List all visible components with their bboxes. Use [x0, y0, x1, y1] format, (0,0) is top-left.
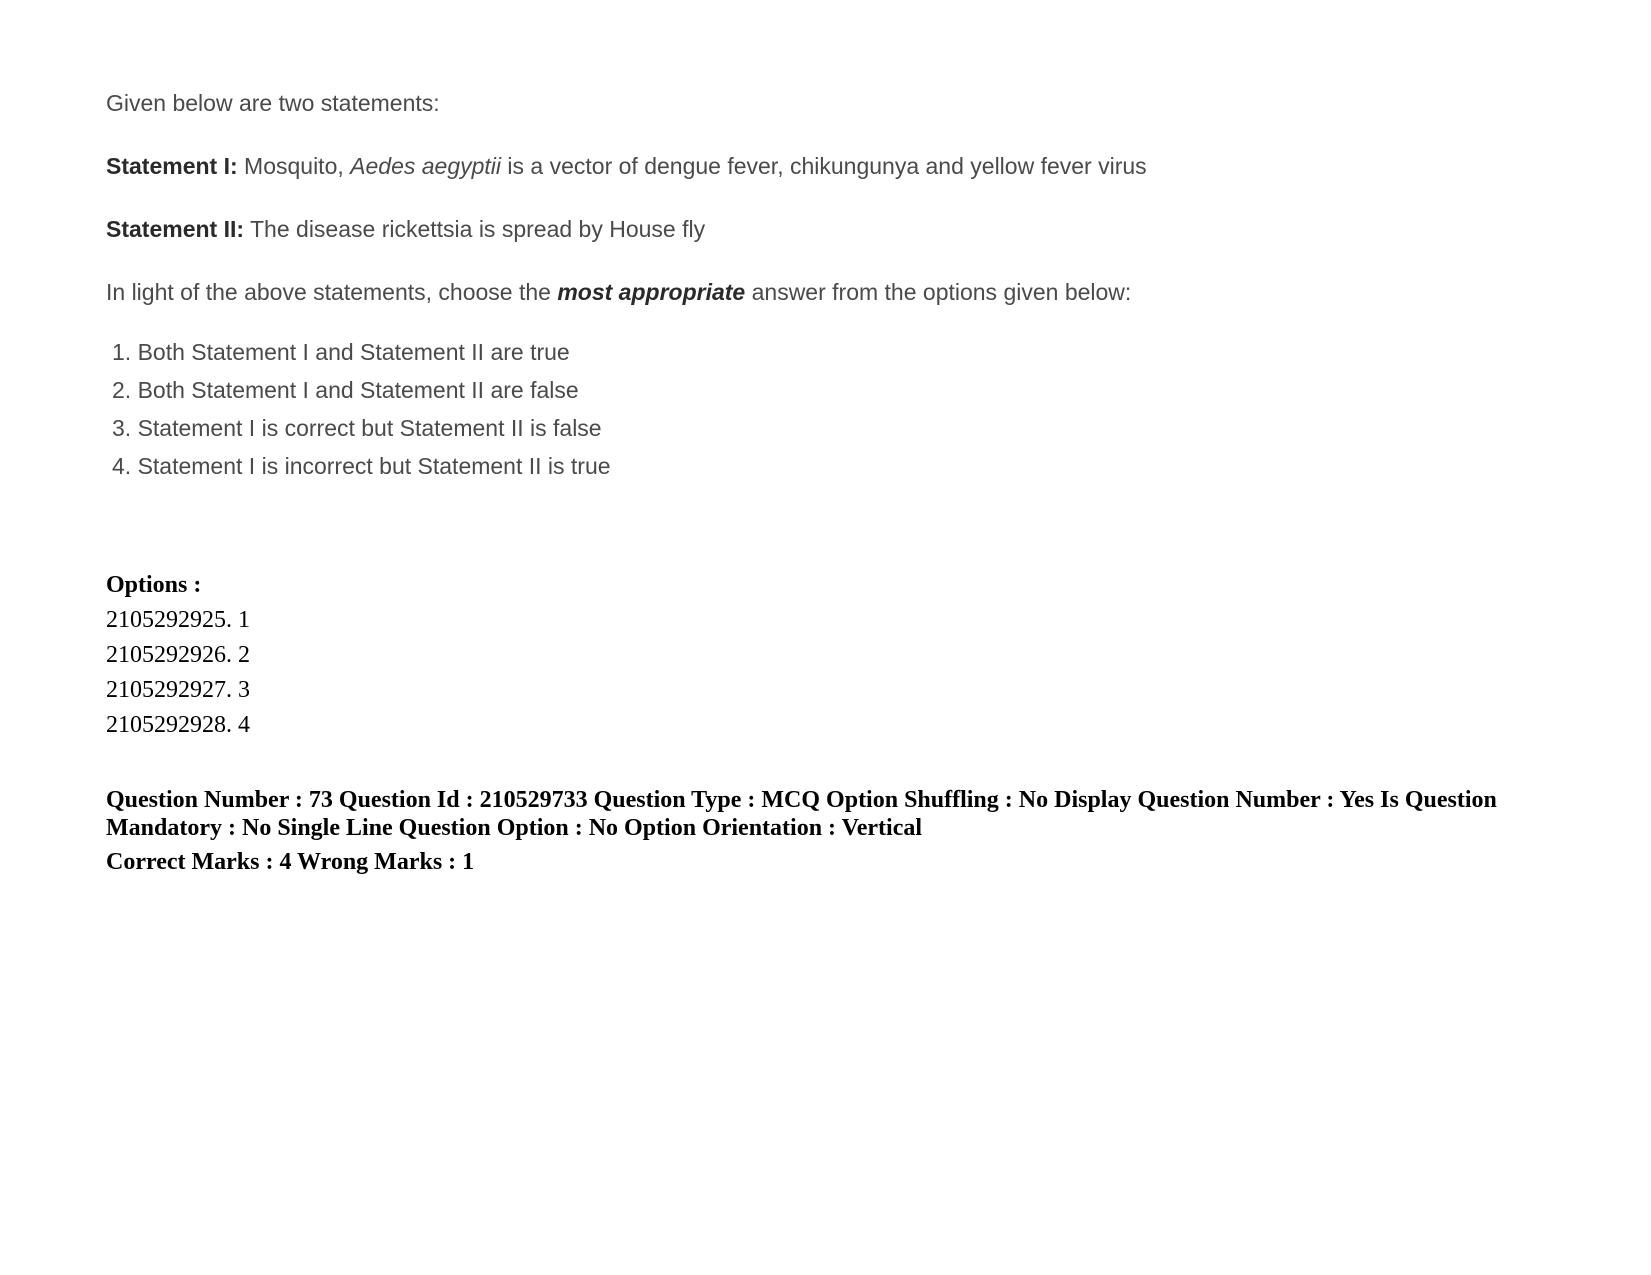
answer-choice: 2. Both Statement I and Statement II are false: [112, 377, 579, 403]
statement-one-species: Aedes aegyptii: [350, 153, 502, 179]
statement-one-label: Statement I:: [106, 153, 238, 179]
question-intro: Given below are two statements:: [106, 90, 440, 116]
options-heading: Options :: [106, 572, 202, 598]
answer-choices-list: [106, 333, 1166, 485]
instruction-emphasis: most appropriate: [557, 279, 746, 305]
option-item: 2105292925. 1: [106, 607, 250, 633]
question-info: Question Number : 73 Question Id : 210529733 Question Type : MCQ Option Shuffling : No Display Question Number : Yes Is Question Mandatory : No Single Line Question Option : No Option Orientation : Vertical: [106, 787, 1497, 841]
option-item: 2105292927. 3: [106, 677, 250, 703]
options-block: [106, 568, 250, 743]
answer-choice: 3. Statement I is correct but Statement II is false: [112, 415, 602, 441]
answer-choice: 4. Statement I is incorrect but Statement II is true: [112, 453, 611, 479]
question-meta: [106, 786, 1576, 876]
answer-choice: 1. Both Statement I and Statement II are true: [112, 339, 570, 365]
instruction-before: In light of the above statements, choose the: [106, 279, 558, 305]
statement-two: [106, 210, 1166, 248]
statement-two-text: The disease rickettsia is spread by House fly: [244, 216, 706, 242]
statement-one-text-before: Mosquito,: [237, 153, 351, 179]
marks-info: Correct Marks : 4 Wrong Marks : 1: [106, 849, 475, 875]
statement-one: [106, 147, 1166, 185]
instruction-after: answer from the options given below:: [745, 279, 1132, 305]
statement-two-label: Statement II:: [106, 216, 245, 242]
option-item: 2105292926. 2: [106, 642, 250, 668]
option-item: 2105292928. 4: [106, 712, 250, 738]
question-image: [106, 84, 1166, 485]
statement-one-text-after: is a vector of dengue fever, chikungunya and yellow fever virus: [501, 153, 1147, 179]
question-instruction: [106, 273, 1166, 311]
